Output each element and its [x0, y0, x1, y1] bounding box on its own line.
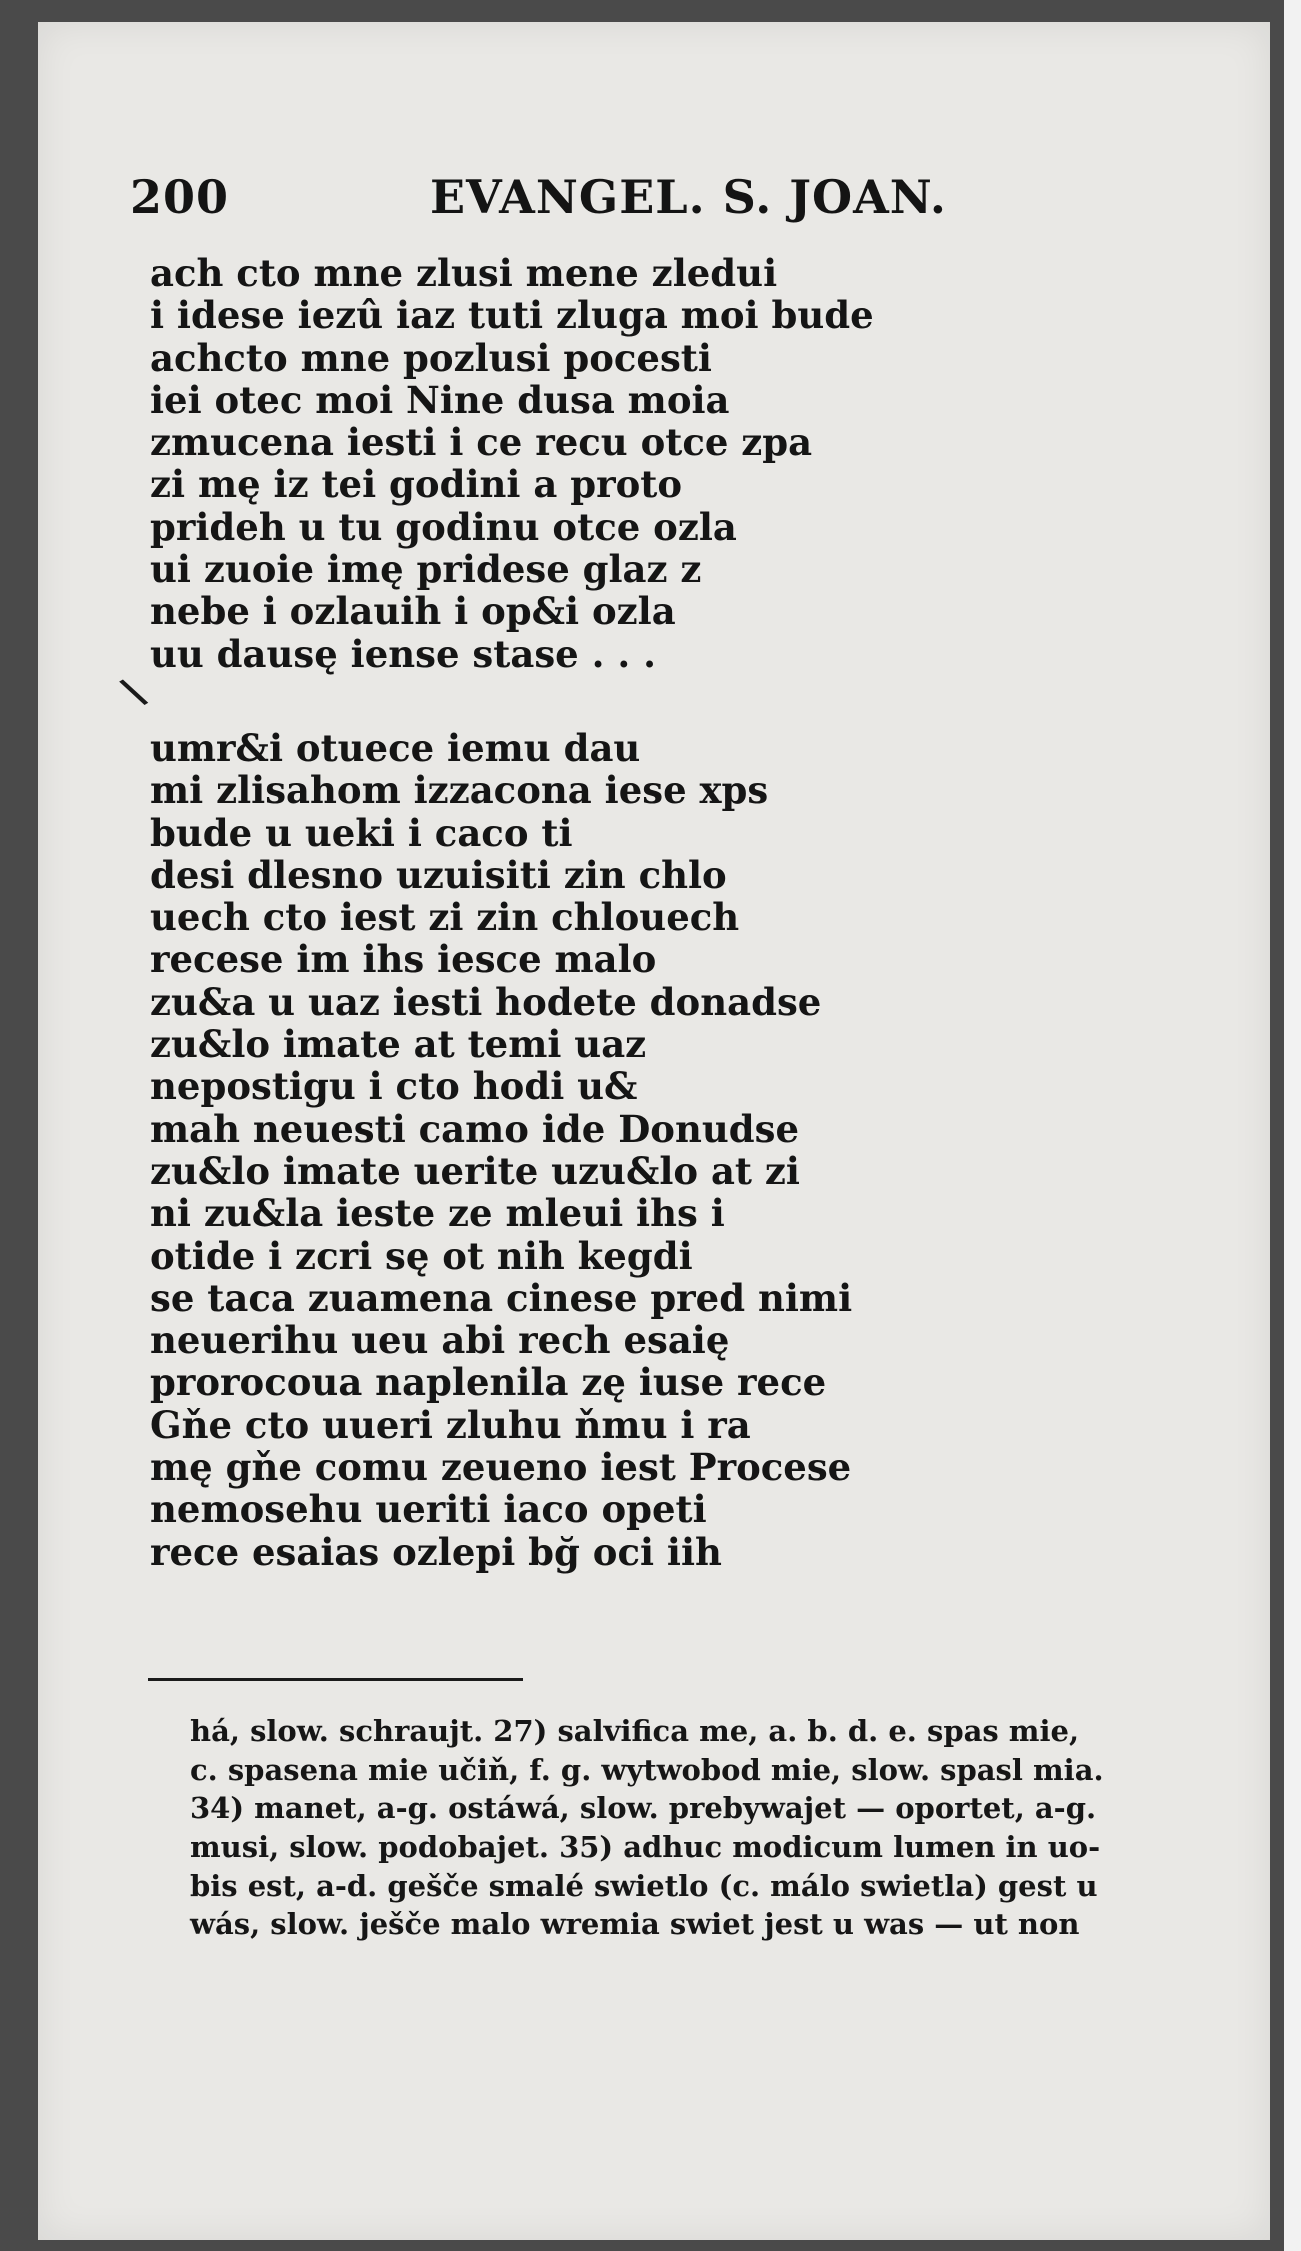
footnote-line: 34) manet, a-g. ostáwá, slow. prebywajet — oportet, a-g. — [190, 1791, 1097, 1826]
running-title: EVANGEL. S. JOAN. — [430, 170, 947, 224]
text-line: ach cto mne zlusi mene zledui — [150, 251, 778, 295]
text-line: otide i zcri sę ot nih kegdi — [150, 1233, 693, 1278]
scan-edge — [1284, 0, 1301, 2251]
text-line: prideh u tu godinu otce ozla — [150, 504, 737, 549]
text-line: zu&lo imate uerite uzu&lo at zi — [150, 1148, 800, 1193]
text-line: mi zlisahom izzacona iese xps — [150, 768, 769, 813]
text-line: recese im ihs iesce malo — [150, 937, 657, 982]
text-line: se taca zuamena cinese pred nimi — [150, 1275, 853, 1320]
text-line: mah neuesti camo ide Donudse — [150, 1106, 800, 1151]
text-line: bude u ueki i caco ti — [150, 810, 573, 855]
page-header — [130, 170, 950, 230]
paragraph-gap — [150, 675, 910, 727]
footnote-line: c. spasena mie učiň, f. g. wytwobod mie, slow. spasl mia. — [190, 1752, 1104, 1787]
text-line: neuerihu ueu abi rech esaię — [150, 1318, 730, 1363]
text-line: i idese iezû iaz tuti zluga moi bude — [150, 293, 874, 338]
footnotes — [190, 1712, 1220, 1944]
text-line: ni zu&la ieste ze mleui ihs i — [150, 1191, 725, 1236]
text-line: iei otec moi Nine dusa moia — [150, 377, 730, 422]
text-line: nepostigu i cto hodi u& — [150, 1064, 638, 1109]
section-mark: \ — [115, 667, 152, 716]
text-line: mę gňe comu zeueno iest Procese — [150, 1445, 852, 1490]
text-block-2 — [150, 727, 910, 1573]
text-line: zmucena iesti i ce recu otce zpa — [150, 420, 813, 465]
text-line: uech cto iest zi zin chlouech — [150, 895, 740, 940]
text-line: ui zuoie imę pridese glaz z — [150, 547, 702, 592]
page-number: 200 — [130, 170, 230, 224]
text-line: nemosehu ueriti iaco opeti — [150, 1487, 707, 1532]
footnote-line: bis est, a-d. gešče smalé swietlo (c. málo swietla) gest u — [190, 1868, 1098, 1903]
footnote-line: há, slow. schraujt. 27) salvifica me, a. b. d. e. spas mie, — [190, 1714, 1080, 1748]
main-text — [150, 252, 910, 1573]
text-line: rece esaias ozlepi bğ oci iih — [150, 1529, 722, 1574]
text-line: zi mę iz tei godini a proto — [150, 462, 683, 507]
text-line: Gňe cto uueri zluhu ňmu i ra — [150, 1402, 751, 1447]
text-line: achcto mne pozlusi pocesti — [150, 335, 712, 380]
text-block-1 — [150, 252, 910, 675]
footnote-line: musi, slow. podobajet. 35) adhuc modicum lumen in uo- — [190, 1830, 1101, 1865]
footnote-rule — [148, 1678, 523, 1681]
text-line: uu dausę iense stase . . . — [150, 631, 656, 676]
text-line: desi dlesno uzuisiti zin chlo — [150, 852, 727, 897]
text-line: zu&a u uaz iesti hodete donadse — [150, 979, 822, 1024]
footnote-line: wás, slow. ješče malo wremia swiet jest u was — ut non — [190, 1907, 1080, 1942]
text-line: zu&lo imate at temi uaz — [150, 1022, 647, 1067]
text-line: nebe i ozlauih i op&i ozla — [150, 589, 676, 634]
text-line: prorocoua naplenila zę iuse rece — [150, 1360, 827, 1405]
text-line: umr&i otuece iemu dau — [150, 725, 641, 770]
